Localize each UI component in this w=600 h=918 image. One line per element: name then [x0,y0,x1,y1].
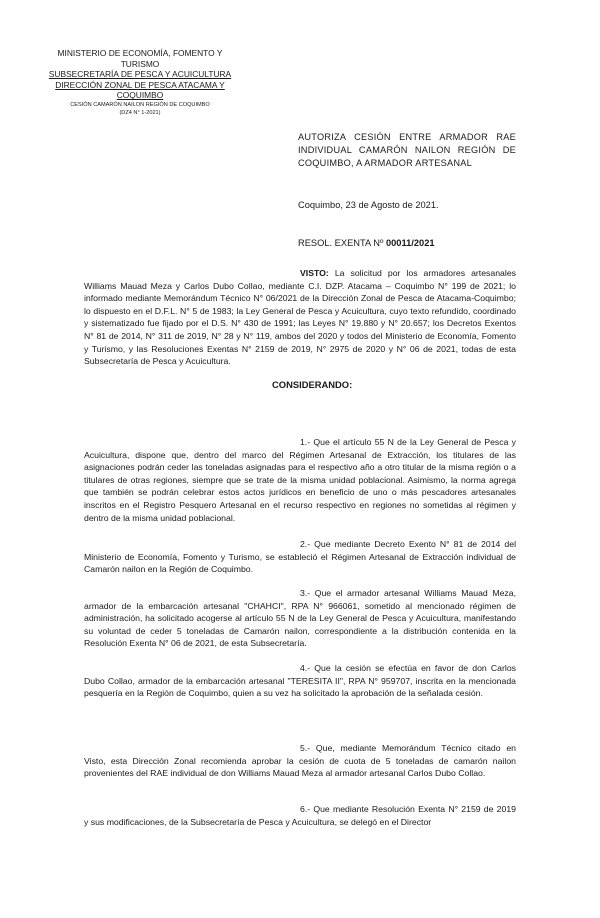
document-date: Coquimbo, 23 de Agosto de 2021. [298,200,439,210]
considerando-item-6: 6.- Que mediante Resolución Exenta N° 2159 de 2019 y sus modificaciones, de la Subsecretaría de Pesca y Acuicultura, se delegó en el Director [84,804,516,827]
direccion-line-2: COQUIMBO [116,90,164,101]
visto-paragraph [84,267,516,368]
visto-text: La solicitud por los armadores artesanales Williams Mauad Meza y Carlos Dubo Collao, mediante C.I. DZP. Atacama – Coquimbo N° 199 de 2021; lo informado mediante Memorándum Técnico N° 06/2021 de la Dirección Zonal de Pesca de Atacama-Coquimbo; lo dispuesto en el D.F.L. N° 5 de 1983; la Ley General de Pesca y Acuicultura, cuyo texto refundido, coordinado y sistematizado fue fijado por el D.S. N° 430 de 1991; las Leyes N° 19.880 y N° 20.657; los Decretos Exentos N° 81 de 2014, N° 311 de 2019, N° 28 y N° 119, ambos del 2020 y todos del Ministerio de Economía, Fomento y Turismo, y las Resoluciones Exentas N° 2159 de 2019, N° 2975 de 2020 y N° 06 de 2021, todas de esta Subsecretaría de Pesca y Acuicultura. [84,268,516,367]
letterhead [40,48,240,117]
considerando-item-4: 4.- Que la cesión se efectúa en favor de don Carlos Dubo Collao, armador de la embarcación artesanal "TERESITA II", RPA N° 959707, inscrita en la mencionada pesquería en la Región de Coquimbo, quien a su vez ha solicitado la aprobación de la señalada cesión. [84,663,516,699]
resolution-number [298,238,435,248]
reference-line-2: (DZ4 N° 1-2021) [119,109,161,116]
considerando-item-1: 1.- Que el artículo 55 N de la Ley General de Pesca y Acuicultura, dispone que, dentro del marco del Régimen Artesanal de Extracción, los titulares de las asignaciones podrán ceder las toneladas asignadas para el respectivo año a otro titular de la misma región o a titulares de otras regiones, siempre que se trate de la misma unidad poblacional. Asimismo, la norma agrega que también se podrán celebrar estos actos jurídicos en beneficio de uno o más pescadores artesanales inscritos en el Registro Pesquero Artesanal en el recurso respectivo en regiones no sometidas al régimen y dentro de la misma unidad poblacional. [84,437,516,523]
considerando-item-5: 5.- Que, mediante Memorándum Técnico citado en Visto, esta Dirección Zonal recomienda aprobar la cesión de cuota de 5 toneladas de camarón nailon provenientes del RAE individual de don Williams Mauad Meza al armador artesanal Carlos Dubo Collao. [84,743,516,779]
subsecretaria-line: SUBSECRETARÍA DE PESCA Y ACUICULTURA [48,69,232,80]
direccion-line-1: DIRECCIÓN ZONAL DE PESCA ATACAMA Y [55,79,225,90]
resolution-title: AUTORIZA CESIÓN ENTRE ARMADOR RAE INDIVIDUAL CAMARÓN NAILON REGIÓN DE COQUIMBO, A ARMADOR ARTESANAL [298,132,516,169]
ministry-line-1: MINISTERIO DE ECONOMÍA, FOMENTO Y [57,48,223,58]
considerando-item-3: 3.- Que el armador artesanal Williams Mauad Meza, armador de la embarcación artesanal "CHAHCI", RPA N° 966061, sometido al mencionado régimen de administración, ha solicitado acogerse al artículo 55 N de la Ley General de Pesca y Acuicultura, manifestando su voluntad de ceder 5 toneladas de Camarón nailon, correspondiente a la distribución contenida en la Resolución Exenta N° 06 de 2021, de esta Subsecretaría. [84,588,516,649]
resolution-label: RESOL. EXENTA Nº [298,238,384,248]
reference-line-1: CESIÓN CAMARÓN NAILON REGIÓN DE COQUIMBO [70,101,210,108]
considerando-heading: CONSIDERANDO: [272,379,353,390]
resolution-code: 00011/2021 [385,238,435,248]
ministry-line-2: TURISMO [120,58,160,69]
visto-label: VISTO: [300,268,329,278]
considerando-item-2: 2.- Que mediante Decreto Exento N° 81 de 2014 del Ministerio de Economía, Fomento y Turismo, se estableció el Régimen Artesanal de Extracción individual de Camarón nailon en la Región de Coquimbo. [84,539,516,575]
